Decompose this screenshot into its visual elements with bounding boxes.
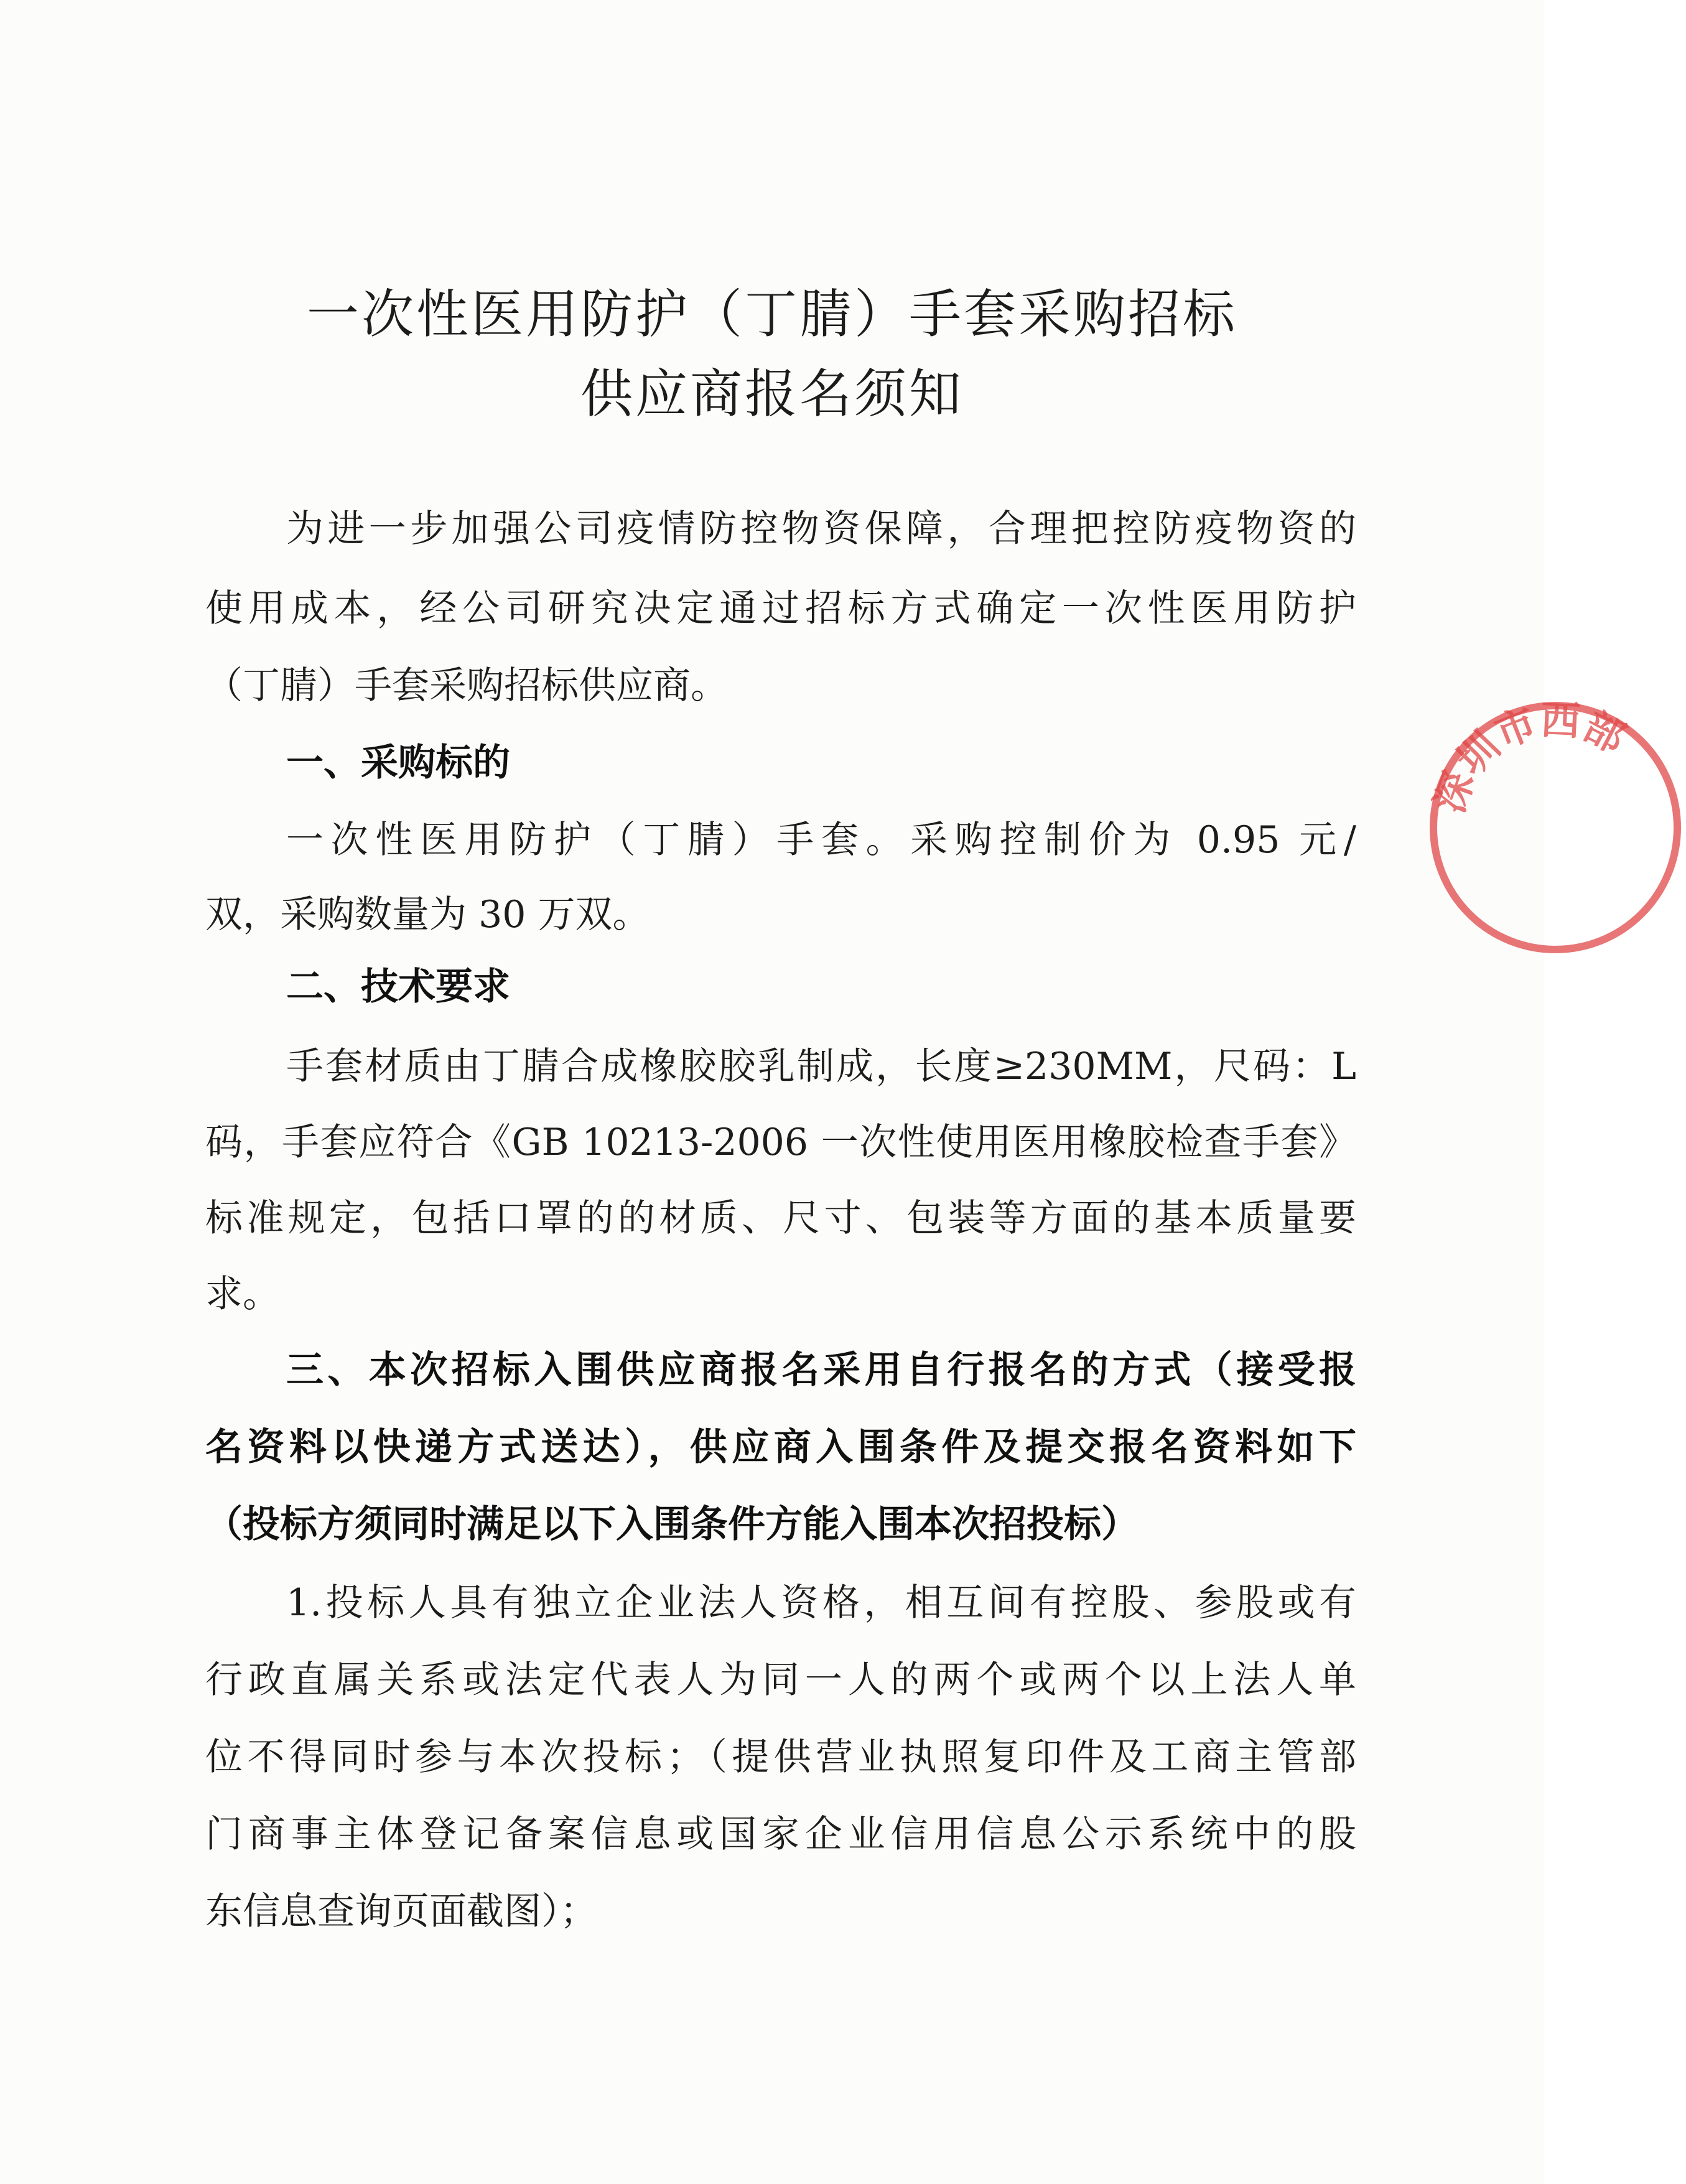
section2-line-1: 手套材质由丁腈合成橡胶胶乳制成，长度≥230MM，尺码：L [286,1045,1356,1088]
section1-line-2: 双，采购数量为 30 万双。 [205,893,650,936]
item1-line-5: 东信息查询页面截图）； [205,1890,597,1933]
section2-line-4: 求。 [205,1272,280,1316]
item1-line-1: 1.投标人具有独立企业法人资格，相互间有控股、参股或有 [286,1581,1356,1625]
seal-lettering: 深圳市西部 [1427,697,1632,819]
section2-line-2: 码，手套应符合《GB 10213-2006 一次性使用医用橡胶检查手套》 [205,1121,1356,1164]
intro-line-2: 使用成本，经公司研究决定通过招标方式确定一次性医用防护 [205,587,1356,630]
section1-line-1: 一次性医用防护（丁腈）手套。采购控制价为 0.95 元/ [286,818,1356,862]
section2-line-3: 标准规定，包括口罩的的材质、尺寸、包装等方面的基本质量要 [205,1197,1356,1240]
item1-line-4: 门商事主体登记备案信息或国家企业信用信息公示系统中的股 [205,1813,1356,1856]
intro-line-1: 为进一步加强公司疫情防控物资保障，合理把控防疫物资的 [286,507,1356,551]
section3-line-1: 三、本次招标入围供应商报名采用自行报名的方式（接受报 [286,1348,1356,1392]
intro-line-3: （丁腈）手套采购招标供应商。 [205,664,728,707]
section-heading-technical-requirements: 二、技术要求 [286,965,510,1009]
company-seal-stamp [1425,697,1686,958]
item1-line-2: 行政直属关系或法定代表人为同一人的两个或两个以上法人单 [205,1658,1356,1702]
section3-line-3: （投标方须同时满足以下入围条件方能入围本次招投标） [205,1503,1139,1546]
section-heading-procurement-subject: 一、采购标的 [286,741,510,785]
document-title-line-1: 一次性医用防护（丁腈）手套采购招标 [306,284,1237,345]
svg-text:深圳市西部 [1427,698,1632,819]
item1-line-3: 位不得同时参与本次投标；（提供营业执照复印件及工商主管部 [205,1735,1356,1779]
section3-line-2: 名资料以快递方式送达），供应商入围条件及提交报名资料如下 [205,1426,1356,1469]
document-title-line-2: 供应商报名须知 [580,363,964,424]
